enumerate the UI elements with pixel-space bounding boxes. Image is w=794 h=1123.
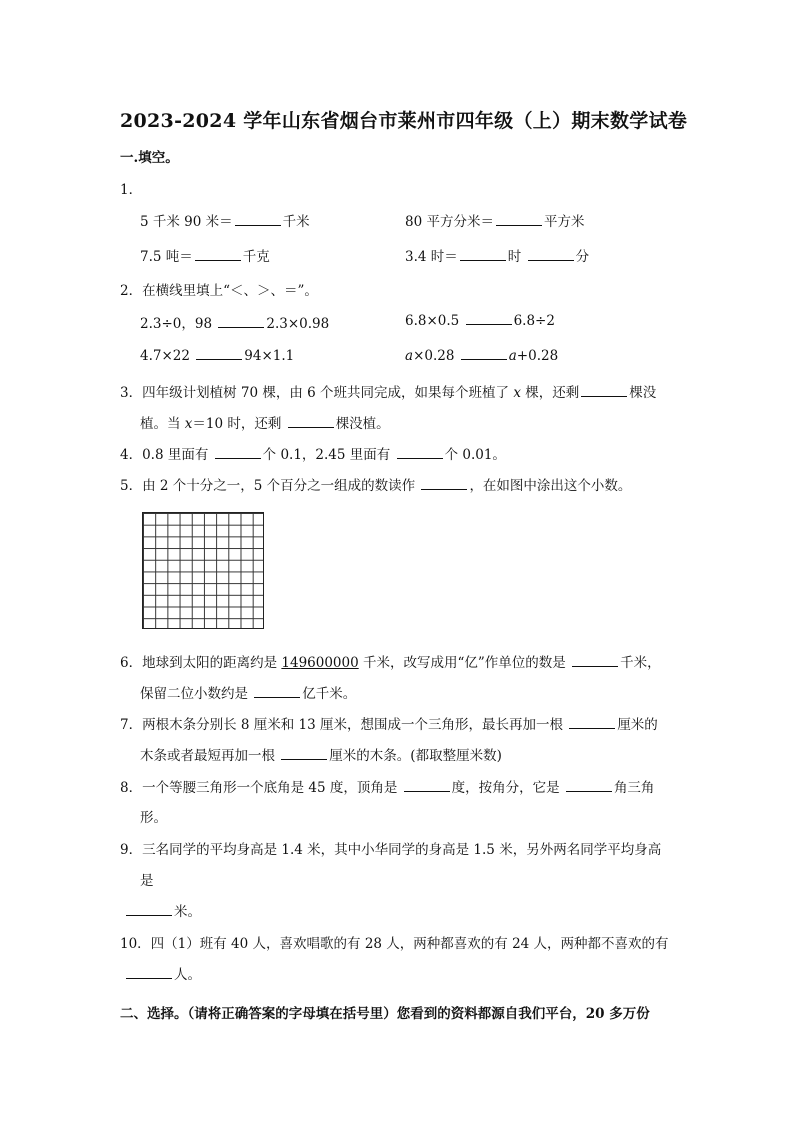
q1a-suffix: 千米 bbox=[282, 214, 310, 230]
question-10-line-1: 10．四（1）班有 40 人，喜欢唱歌的有 28 人，两种都喜欢的有 24 人，两种都不喜欢的有 bbox=[120, 936, 669, 952]
question-8-line-1 bbox=[120, 776, 654, 796]
q6-distance-number: 149600000 bbox=[281, 655, 359, 671]
q3-var-x: x bbox=[184, 416, 193, 432]
q2a-right: 2.3×0.98 bbox=[266, 316, 330, 332]
q8-text: 度，按角分，它是 bbox=[451, 780, 564, 796]
q7-text: 厘米的 bbox=[617, 717, 658, 733]
q6-text: 保留二位小数约是 bbox=[140, 686, 253, 702]
question-6-line-1 bbox=[120, 651, 661, 671]
answer-blank[interactable] bbox=[254, 685, 300, 698]
section-heading-multiple-choice: 二、选择。（请将正确答案的字母填在括号里）您看到的资料都源自我们平台，20 多万份 bbox=[120, 1006, 650, 1022]
question-6-line-2 bbox=[140, 682, 356, 702]
q7-text: 7．两根木条分别长 8 厘米和 13 厘米，想围成一个三角形，最长再加一根 bbox=[120, 717, 568, 733]
q5-text: ，在如图中涂出这个小数。 bbox=[469, 478, 632, 494]
section-heading-fill-in: 一.填空。 bbox=[120, 150, 179, 166]
q6-text: 6．地球到太阳的距离约是 bbox=[120, 655, 282, 671]
question-9-line-1: 9．三名同学的平均身高是 1.4 米，其中小华同学的身高是 1.5 米，另外两名同学平均身高 bbox=[120, 842, 662, 858]
answer-blank[interactable] bbox=[421, 477, 467, 490]
q3-text: 棵没 bbox=[629, 385, 657, 401]
page-title: 2023-2024 学年山东省烟台市莱州市四年级（上）期末数学试卷 bbox=[120, 110, 688, 132]
q4-text: 个 0.01。 bbox=[444, 447, 506, 463]
q4-text: 个 0.1，2.45 里面有 bbox=[262, 447, 395, 463]
q5-text: 5．由 2 个十分之一，5 个百分之一组成的数读作 bbox=[120, 478, 420, 494]
q1b-suffix: 平方米 bbox=[543, 214, 585, 230]
q6-text: 千米，改写成用“亿”作单位的数是 bbox=[358, 655, 571, 671]
answer-blank[interactable] bbox=[235, 213, 281, 226]
q2c-right: 94×1.1 bbox=[244, 348, 295, 364]
question-7-line-2 bbox=[140, 744, 502, 764]
q6-text: 千米， bbox=[620, 655, 661, 671]
question-3-line-1 bbox=[120, 381, 656, 401]
q1a-prefix: 5 千米 90 米＝ bbox=[140, 214, 233, 230]
q1d-middle: 时 bbox=[507, 249, 522, 265]
q3-var-x: x bbox=[513, 385, 521, 401]
q2d-left: ×0.28 bbox=[413, 348, 455, 364]
q2d-right: +0.28 bbox=[516, 348, 559, 364]
q2b-right: 6.8÷2 bbox=[513, 313, 555, 329]
q2d-var-a2: a bbox=[508, 348, 517, 364]
q10-text: 人。 bbox=[174, 967, 201, 983]
q1d-prefix: 3.4 时＝ bbox=[405, 249, 458, 265]
answer-blank[interactable] bbox=[566, 779, 612, 792]
question-2b bbox=[405, 312, 555, 329]
question-1a bbox=[140, 210, 310, 230]
answer-blank[interactable] bbox=[195, 248, 241, 261]
hundred-square-grid[interactable] bbox=[142, 512, 264, 629]
answer-blank[interactable] bbox=[466, 312, 512, 325]
answer-blank[interactable] bbox=[281, 747, 327, 760]
q1d-suffix: 分 bbox=[575, 249, 590, 265]
question-4 bbox=[120, 443, 506, 463]
answer-blank[interactable] bbox=[218, 315, 264, 328]
q3-text: 棵没植。 bbox=[335, 416, 390, 432]
answer-blank[interactable] bbox=[397, 446, 443, 459]
question-1b bbox=[405, 210, 584, 230]
answer-blank[interactable] bbox=[496, 213, 542, 226]
answer-blank[interactable] bbox=[215, 446, 261, 459]
question-9-line-2: 是 bbox=[140, 873, 154, 889]
question-2d bbox=[405, 347, 558, 364]
q2b-left: 6.8×0.5 bbox=[405, 313, 460, 329]
q3-text: 植。当 bbox=[140, 416, 185, 432]
q1c-prefix: 7.5 吨＝ bbox=[140, 249, 193, 265]
answer-blank[interactable] bbox=[126, 966, 172, 979]
question-2-text: 2．在横线里填上“＜、＞、＝”。 bbox=[120, 283, 318, 299]
q2a-left: 2.3÷0，98 bbox=[140, 316, 213, 332]
question-7-line-1 bbox=[120, 713, 658, 733]
answer-blank[interactable] bbox=[288, 415, 334, 428]
q9-text: 米。 bbox=[174, 904, 201, 920]
q4-text: 4．0.8 里面有 bbox=[120, 447, 213, 463]
q7-text: 厘米的木条。(都取整厘米数) bbox=[329, 748, 502, 764]
q8-text: 8．一个等腰三角形一个底角是 45 度，顶角是 bbox=[120, 780, 402, 796]
answer-blank[interactable] bbox=[460, 248, 506, 261]
question-1d bbox=[405, 245, 589, 265]
question-1-number: 1． bbox=[120, 182, 143, 198]
answer-blank[interactable] bbox=[569, 716, 615, 729]
answer-blank[interactable] bbox=[404, 779, 450, 792]
question-2c bbox=[140, 347, 294, 364]
q3-text: ＝10 时，还剩 bbox=[192, 416, 286, 432]
question-2a bbox=[140, 312, 329, 332]
question-3-line-2 bbox=[140, 412, 390, 432]
question-1c bbox=[140, 245, 270, 265]
q6-text: 亿千米。 bbox=[302, 686, 357, 702]
q2d-var-a: a bbox=[405, 348, 414, 364]
question-5 bbox=[120, 474, 631, 494]
q3-text: 棵，还剩 bbox=[520, 385, 580, 401]
q1c-suffix: 千克 bbox=[242, 249, 270, 265]
answer-blank[interactable] bbox=[196, 347, 242, 360]
answer-blank[interactable] bbox=[581, 384, 627, 397]
q7-text: 木条或者最短再加一根 bbox=[140, 748, 280, 764]
answer-blank[interactable] bbox=[126, 903, 172, 916]
answer-blank[interactable] bbox=[528, 248, 574, 261]
q8-text: 角三角 bbox=[613, 780, 655, 796]
answer-blank[interactable] bbox=[461, 347, 507, 360]
answer-blank[interactable] bbox=[572, 654, 618, 667]
q3-text: 3．四年级计划植树 70 棵，由 6 个班共同完成，如果每个班植了 bbox=[120, 385, 514, 401]
question-10-line-2 bbox=[124, 963, 201, 983]
question-9-line-3 bbox=[124, 900, 201, 920]
q2c-left: 4.7×22 bbox=[140, 348, 190, 364]
q1b-prefix: 80 平方分米＝ bbox=[405, 214, 494, 230]
question-8-line-2: 形。 bbox=[140, 810, 167, 826]
